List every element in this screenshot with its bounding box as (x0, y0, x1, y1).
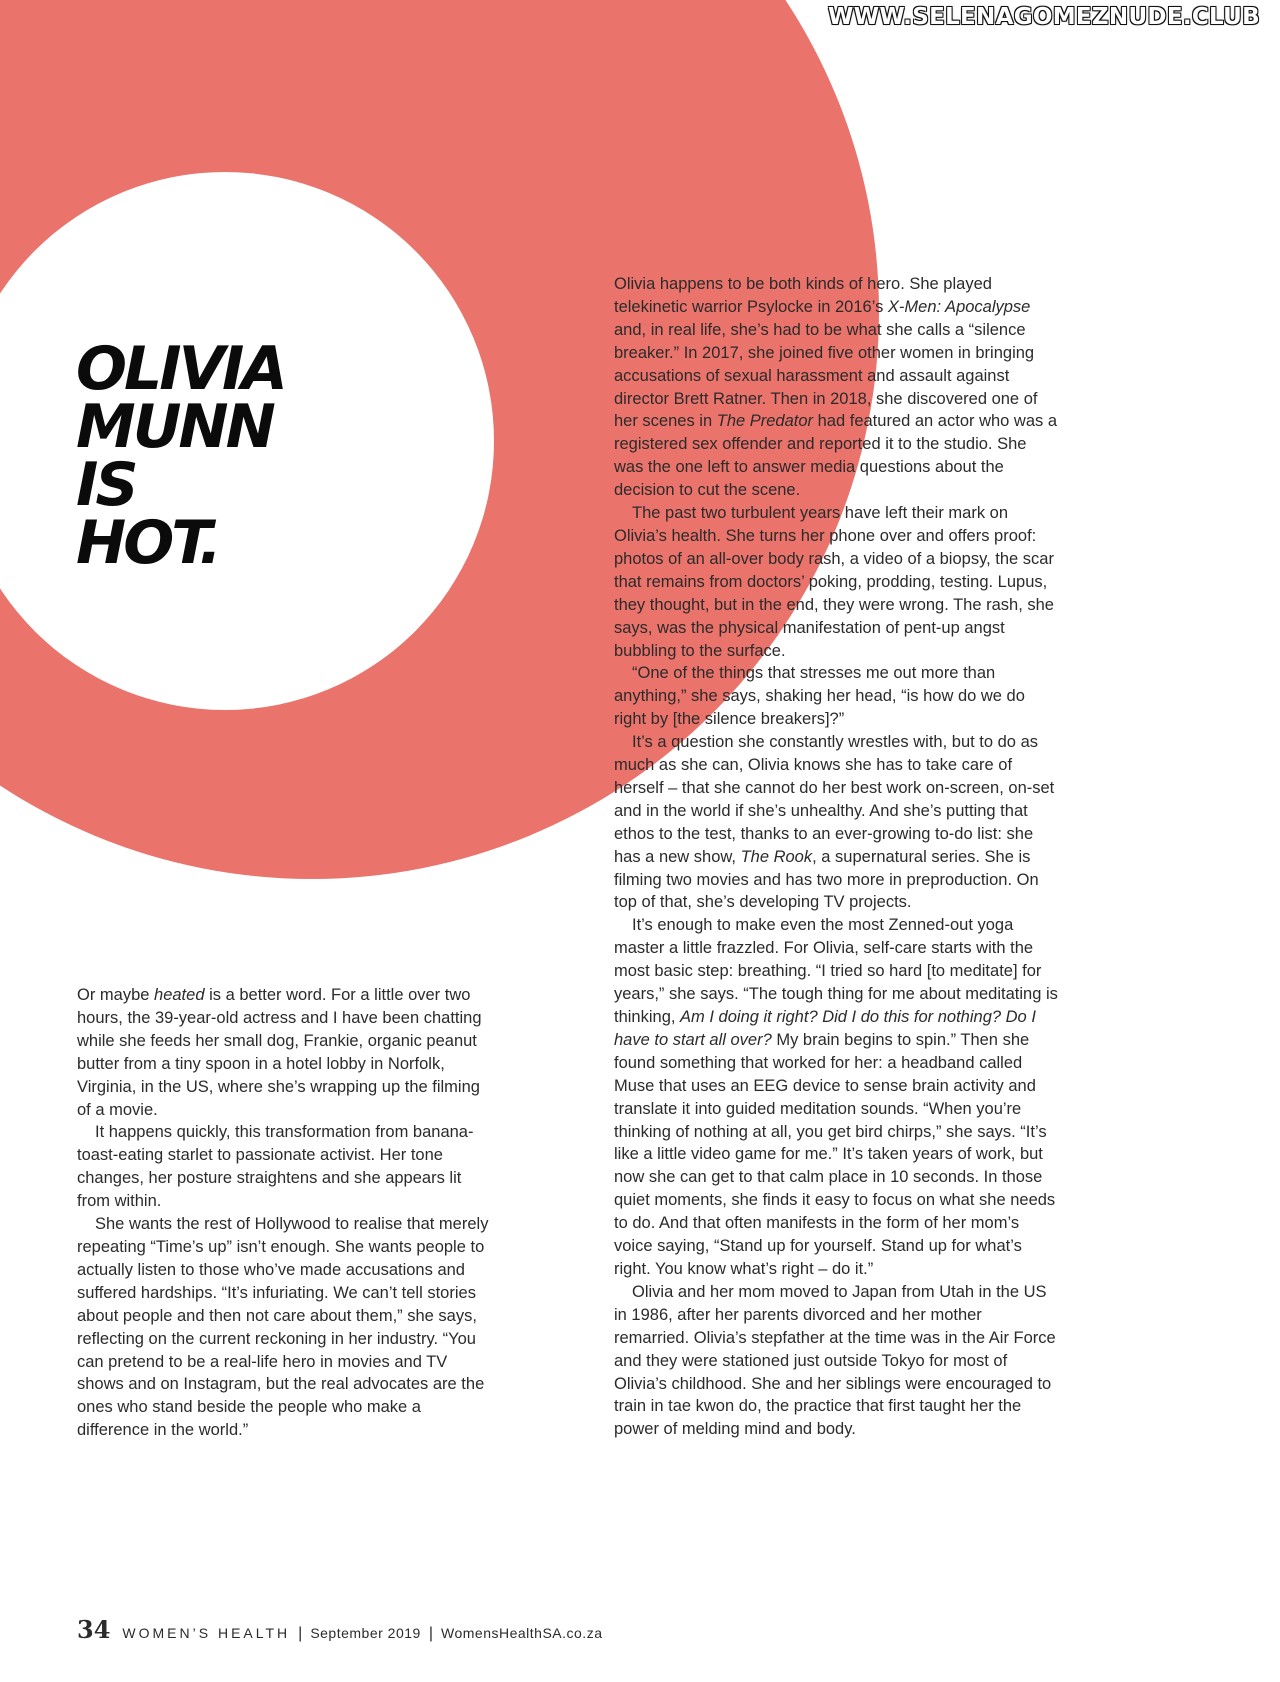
article-column-left (77, 984, 497, 1442)
article-column-right (614, 273, 1059, 1441)
article-paragraph (614, 914, 1059, 1281)
italic-text: The Predator (716, 412, 814, 431)
website-url: WomensHealthSA.co.za (441, 1625, 603, 1641)
italic-text: Am I doing it right? Did I do this for nothing? Do I have to start all over? (614, 1008, 1036, 1049)
issue-date: September 2019 (310, 1625, 421, 1641)
paragraph-text: My brain begins to spin.” Then she found something that worked for her: a headband called Muse that uses an EEG device to sense brain activity and translate it into guided meditation sounds. “When you’re thinking of nothing at all, you get bird chirps,” she says. “It’s like a little video game for me.” It’s taken years of work, but now she can get to that calm place in 10 seconds. In those quiet moments, she finds it easy to focus on what she needs to do. And that often manifests in the form of her mom’s voice saying, “Stand up for yourself. Stand up for what’s right. You know what’s right – do it.” (614, 1030, 1056, 1278)
paragraph-text: Olivia happens to be both kinds of hero. She played telekinetic warrior Psylocke in 2016’s (614, 275, 992, 316)
page-number: 34 (77, 1615, 111, 1644)
paragraph-text: and, in real life, she’s had to be what she calls a “silence breaker.” In 2017, she joined five other women in bringing accusations of sexual harassment and assault against director Brett Ratner. Then in 2018, she discovered one of her scenes in (614, 320, 1038, 431)
paragraph-text: It’s enough to make even the most Zenned-out yoga master a little frazzled. For Olivia, self-care starts with the most basic step: breathing. “I tried so hard [to meditate] for years,” she says. “The tough thing for me about meditating is thinking, (614, 916, 1058, 1026)
article-paragraph (77, 1121, 497, 1213)
paragraph-text: It’s a question she constantly wrestles with, but to do as much as she can, Olivia knows she has to take care of herself – that she cannot do her best work on-screen, on-set and in the world if she’s unhealthy. And she’s putting that ethos to the test, thanks to an ever-growing to-do list: she has a new show, (614, 733, 1055, 866)
paragraph-text: , a supernatural series. She is filming two movies and has two more in preproduction. On top of that, she’s developing TV projects. (614, 847, 1039, 912)
article-paragraph (77, 1213, 497, 1442)
magazine-name: WOMEN’S HEALTH (122, 1625, 291, 1641)
headline-line: IS (76, 450, 136, 520)
paragraph-text: is a better word. For a little over two hours, the 39-year-old actress and I have been chatting while she feeds her small dog, Frankie, organic peanut butter from a tiny spoon in a hotel lobby in Norfolk, Virginia, in the US, where she’s wrapping up the filming of a movie. (77, 986, 482, 1119)
headline-line: HOT. (76, 508, 219, 578)
italic-text: X-Men: Apocalypse (887, 297, 1031, 316)
article-paragraph (614, 502, 1059, 662)
article-paragraph (614, 662, 1059, 731)
footer-separator: | (428, 1625, 433, 1642)
paragraph-text: She wants the rest of Hollywood to realise that merely repeating “Time’s up” isn’t enough. She wants people to actually listen to those who’ve made accusations and suffered hardships. “It’s infuriating. We can’t tell stories about people and then not care about them,” she says, reflecting on the current reckoning in her industry. “You can pretend to be a real-life hero in movies and TV shows and on Instagram, but the real advocates are the ones who stand beside the people who make a difference in the world.” (77, 1215, 489, 1440)
article-paragraph (614, 1281, 1059, 1441)
paragraph-text: The past two turbulent years have left their mark on Olivia’s health. She turns her phone over and offers proof: photos of an all-over body rash, a video of a biopsy, the scar that remains from doctors’ poking, prodding, testing. Lupus, they thought, but in the end, they were wrong. The rash, she says, was the physical manifestation of pent-up angst bubbling to the surface. (614, 504, 1054, 660)
paragraph-text: Olivia and her mom moved to Japan from Utah in the US in 1986, after her parents divorced and her mother remarried. Olivia’s stepfather at the time was in the Air Force and they were stationed just outside Tokyo for most of Olivia’s childhood. She and her siblings were encouraged to train in tae kwon do, the practice that first taught her the power of melding mind and body. (614, 1282, 1056, 1439)
page-footer (77, 1615, 602, 1644)
article-paragraph (614, 731, 1059, 914)
paragraph-text: had featured an actor who was a registered sex offender and reported it to the studio. She was the one left to answer media questions about the decision to cut the scene. (614, 412, 1058, 500)
headline (76, 334, 285, 578)
headline-line: MUNN (76, 392, 273, 462)
paragraph-text: It happens quickly, this transformation from banana-toast-eating starlet to passionate activist. Her tone changes, her posture straightens and she appears lit from within. (77, 1123, 474, 1211)
footer-separator: | (298, 1625, 303, 1642)
paragraph-text: Or maybe (77, 986, 155, 1004)
italic-text: heated (154, 986, 205, 1004)
italic-text: The Rook (740, 847, 813, 866)
article-paragraph (77, 984, 497, 1121)
watermark: WWW.SELENAGOMEZNUDE.CLUB (828, 4, 1260, 30)
article-paragraph (614, 273, 1059, 502)
paragraph-text: “One of the things that stresses me out more than anything,” she says, shaking her head, “is how do we do right by [the silence breakers]?” (614, 664, 1025, 729)
headline-line: OLIVIA (76, 334, 285, 404)
